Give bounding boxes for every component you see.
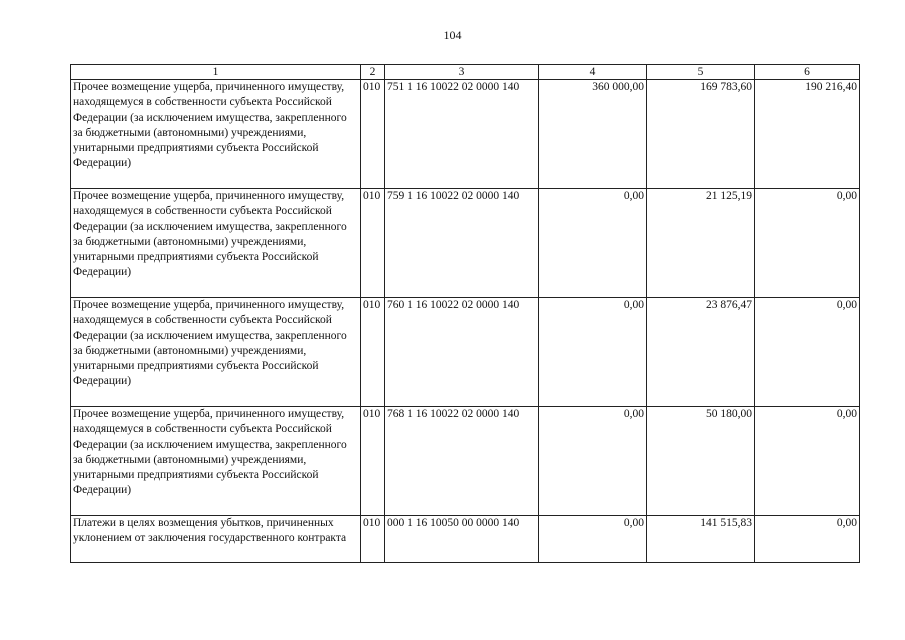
header-col-1: 1 [71, 65, 361, 80]
row-description: Прочее возмещение ущерба, причиненного имуществу, находящемуся в собственности субъекта Российской Федерации (за исключением имущества, закрепленного за бюджетными (автономными) учреждениями, унитарными предприятиями субъекта Российской Федерации) [71, 80, 361, 189]
table-row [71, 298, 860, 407]
page-number: 104 [443, 28, 462, 42]
row-description: Прочее возмещение ущерба, причиненного имуществу, находящемуся в собственности субъекта Российской Федерации (за исключением имущества, закрепленного за бюджетными (автономными) учреждениями, унитарными предприятиями субъекта Российской Федерации) [71, 407, 361, 516]
row-executed-amount: 141 515,83 [647, 516, 755, 563]
header-col-2: 2 [361, 65, 385, 80]
row-budget-code: 760 1 16 10022 02 0000 140 [385, 298, 539, 407]
row-approved-amount: 360 000,00 [539, 80, 647, 189]
header-col-5: 5 [647, 65, 755, 80]
row-description: Прочее возмещение ущерба, причиненного имуществу, находящемуся в собственности субъекта Российской Федерации (за исключением имущества, закрепленного за бюджетными (автономными) учреждениями, унитарными предприятиями субъекта Российской Федерации) [71, 298, 361, 407]
row-description: Прочее возмещение ущерба, причиненного имуществу, находящемуся в собственности субъекта Российской Федерации (за исключением имущества, закрепленного за бюджетными (автономными) учреждениями, унитарными предприятиями субъекта Российской Федерации) [71, 189, 361, 298]
row-executed-amount: 21 125,19 [647, 189, 755, 298]
row-remaining-amount: 0,00 [755, 189, 860, 298]
header-col-4: 4 [539, 65, 647, 80]
row-line-code: 010 [361, 298, 385, 407]
table-row [71, 80, 860, 189]
table-row [71, 516, 860, 563]
row-description: Платежи в целях возмещения убытков, причиненных уклонением от заключения государственного контракта [71, 516, 361, 563]
row-executed-amount: 50 180,00 [647, 407, 755, 516]
row-line-code: 010 [361, 189, 385, 298]
row-line-code: 010 [361, 516, 385, 563]
table-row [71, 407, 860, 516]
row-remaining-amount: 0,00 [755, 407, 860, 516]
header-col-6: 6 [755, 65, 860, 80]
row-line-code: 010 [361, 80, 385, 189]
row-budget-code: 768 1 16 10022 02 0000 140 [385, 407, 539, 516]
row-approved-amount: 0,00 [539, 298, 647, 407]
row-budget-code: 759 1 16 10022 02 0000 140 [385, 189, 539, 298]
row-executed-amount: 23 876,47 [647, 298, 755, 407]
row-remaining-amount: 0,00 [755, 516, 860, 563]
budget-table [70, 64, 860, 563]
row-line-code: 010 [361, 407, 385, 516]
table-header-row [71, 65, 860, 80]
row-approved-amount: 0,00 [539, 407, 647, 516]
row-remaining-amount: 0,00 [755, 298, 860, 407]
row-approved-amount: 0,00 [539, 516, 647, 563]
table-row [71, 189, 860, 298]
row-remaining-amount: 190 216,40 [755, 80, 860, 189]
row-executed-amount: 169 783,60 [647, 80, 755, 189]
row-budget-code: 000 1 16 10050 00 0000 140 [385, 516, 539, 563]
row-approved-amount: 0,00 [539, 189, 647, 298]
row-budget-code: 751 1 16 10022 02 0000 140 [385, 80, 539, 189]
header-col-3: 3 [385, 65, 539, 80]
